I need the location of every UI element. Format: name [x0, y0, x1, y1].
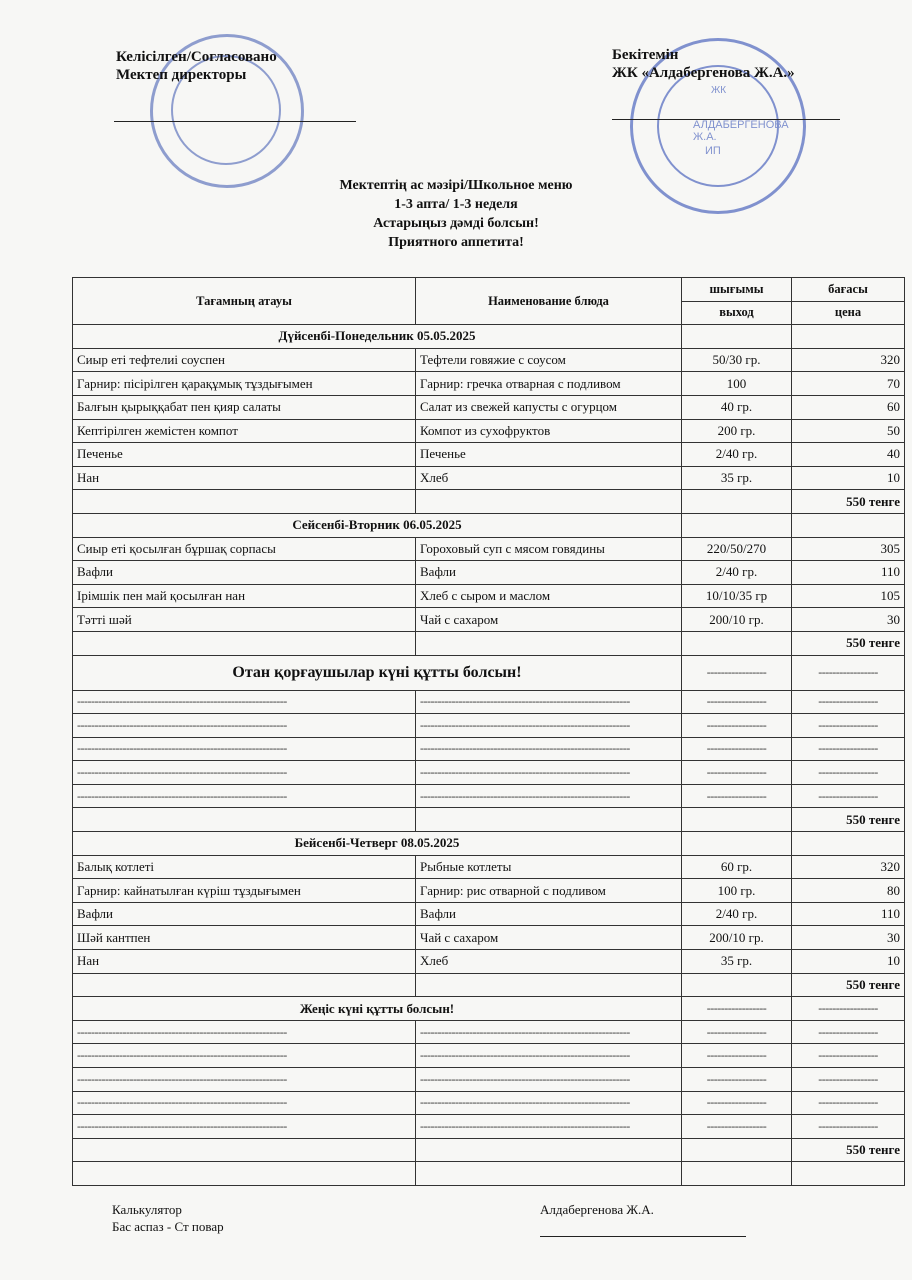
dish-kz: Вафли: [73, 902, 416, 926]
dash-filler: -----------------: [792, 1068, 905, 1092]
dish-ru: Чай с сахаром: [416, 608, 682, 632]
dash-filler: ------------------------------------------------------------: [73, 1068, 416, 1092]
table-row: [73, 466, 905, 490]
dish-price: 60: [792, 395, 905, 419]
confirm-signature-line: [612, 119, 840, 120]
dash-filler: -----------------: [792, 655, 905, 690]
table-row: [73, 950, 905, 974]
table-row: [73, 761, 905, 785]
dash-filler: ------------------------------------------------------------: [73, 1091, 416, 1115]
dish-price: 40: [792, 443, 905, 467]
dish-price: 30: [792, 926, 905, 950]
dash-filler: ------------------------------------------------------------: [416, 1068, 682, 1092]
holiday-row: [73, 655, 905, 690]
footer-left: [112, 1201, 224, 1235]
dish-kz: Шәй кантпен: [73, 926, 416, 950]
header-price-kz: бағасы: [792, 278, 905, 302]
dish-kz: Тәтті шәй: [73, 608, 416, 632]
dish-out: 200/10 гр.: [682, 608, 792, 632]
dish-price: 80: [792, 879, 905, 903]
dish-ru: Компот из сухофруктов: [416, 419, 682, 443]
dish-ru: Гороховый суп с мясом говядины: [416, 537, 682, 561]
dish-kz: Сиыр еті тефтелиі соуспен: [73, 348, 416, 372]
dish-out: 35 гр.: [682, 950, 792, 974]
table-header-row: [73, 278, 905, 302]
dish-ru: Рыбные котлеты: [416, 855, 682, 879]
dish-price: 70: [792, 372, 905, 396]
dash-filler: -----------------: [682, 1044, 792, 1068]
dash-filler: ------------------------------------------------------------: [73, 690, 416, 714]
menu-table: [72, 277, 905, 1186]
dish-out: 2/40 гр.: [682, 561, 792, 585]
menu-title: [0, 176, 912, 252]
dash-filler: -----------------: [682, 1091, 792, 1115]
dash-filler: -----------------: [792, 997, 905, 1021]
table-row: [73, 443, 905, 467]
dash-filler: -----------------: [682, 714, 792, 738]
dash-filler: -----------------: [792, 761, 905, 785]
table-row: [73, 419, 905, 443]
day-row: [73, 832, 905, 856]
table-row: [73, 714, 905, 738]
dash-filler: ------------------------------------------------------------: [416, 761, 682, 785]
table-row: [73, 537, 905, 561]
dash-filler: -----------------: [682, 761, 792, 785]
table-row: [73, 584, 905, 608]
dish-price: 110: [792, 902, 905, 926]
total-row: [73, 490, 905, 514]
footer-calculator: Калькулятор: [112, 1202, 182, 1217]
table-row: [73, 348, 905, 372]
dash-filler: ------------------------------------------------------------: [416, 1044, 682, 1068]
day-total: 550 тенге: [792, 490, 905, 514]
table-row: [73, 608, 905, 632]
dish-out: 2/40 гр.: [682, 902, 792, 926]
dash-filler: -----------------: [682, 1115, 792, 1139]
dish-kz: Вафли: [73, 561, 416, 585]
dash-filler: -----------------: [792, 1115, 905, 1139]
table-row: [73, 1068, 905, 1092]
table-row: [73, 879, 905, 903]
stamp-text-name: АЛДАБЕРГЕНОВА Ж.А.: [693, 119, 789, 143]
table-row: [73, 926, 905, 950]
table-row: [73, 737, 905, 761]
dish-price: 110: [792, 561, 905, 585]
dash-filler: -----------------: [792, 1020, 905, 1044]
day-total: 550 тенге: [792, 808, 905, 832]
header-out-kz: шығымы: [682, 278, 792, 302]
total-row: [73, 808, 905, 832]
dish-kz: Кептірілген жемістен компот: [73, 419, 416, 443]
total-row: [73, 1138, 905, 1162]
title-line-3: Астарыңыз дәмді болсын!: [373, 216, 539, 231]
dash-filler: -----------------: [792, 784, 905, 808]
dish-out: 100: [682, 372, 792, 396]
holiday-greeting: Жеңіс күні құтты болсын!: [73, 997, 682, 1021]
dash-filler: ------------------------------------------------------------: [416, 1115, 682, 1139]
dash-filler: ------------------------------------------------------------: [73, 1115, 416, 1139]
dash-filler: -----------------: [682, 655, 792, 690]
dish-ru: Хлеб: [416, 950, 682, 974]
dash-filler: ------------------------------------------------------------: [416, 714, 682, 738]
approval-block: [116, 48, 277, 84]
dish-ru: Салат из свежей капусты с огурцом: [416, 395, 682, 419]
dash-filler: ------------------------------------------------------------: [416, 784, 682, 808]
dish-out: 35 гр.: [682, 466, 792, 490]
dish-price: 10: [792, 950, 905, 974]
dish-kz: Гарнир: кайнатылған күріш тұздығымен: [73, 879, 416, 903]
dish-kz: Балғын қырыққабат пен қияр салаты: [73, 395, 416, 419]
dish-ru: Чай с сахаром: [416, 926, 682, 950]
day-row: [73, 513, 905, 537]
dash-filler: -----------------: [682, 690, 792, 714]
dish-price: 10: [792, 466, 905, 490]
confirm-block: [612, 46, 795, 82]
dash-filler: ------------------------------------------------------------: [73, 714, 416, 738]
dash-filler: ------------------------------------------------------------: [73, 1044, 416, 1068]
dish-kz: Нан: [73, 466, 416, 490]
dish-ru: Гарнир: рис отварной с подливом: [416, 879, 682, 903]
dish-price: 320: [792, 348, 905, 372]
dish-price: 50: [792, 419, 905, 443]
dash-filler: ------------------------------------------------------------: [73, 1020, 416, 1044]
day-name: Бейсенбі-Четверг 08.05.2025: [73, 832, 682, 856]
dash-filler: ------------------------------------------------------------: [73, 761, 416, 785]
dash-filler: -----------------: [792, 714, 905, 738]
table-row: [73, 561, 905, 585]
table-row: [73, 855, 905, 879]
dish-out: 60 гр.: [682, 855, 792, 879]
approval-line-1: Келісілген/Согласовано: [116, 49, 277, 65]
dish-ru: Вафли: [416, 902, 682, 926]
dish-kz: Балық котлеті: [73, 855, 416, 879]
title-line-2: 1-3 апта/ 1-3 неделя: [394, 197, 518, 212]
header-price-ru: цена: [792, 301, 905, 325]
dish-out: 200 гр.: [682, 419, 792, 443]
dash-filler: ------------------------------------------------------------: [73, 784, 416, 808]
dash-filler: ------------------------------------------------------------: [416, 1091, 682, 1115]
stamp-text-ip: ИП: [705, 145, 721, 157]
approval-signature-line: [114, 121, 356, 122]
approval-line-2: Мектеп директоры: [116, 67, 247, 83]
confirm-line-2: ЖК «Алдабергенова Ж.А.»: [612, 65, 795, 81]
day-total: 550 тенге: [792, 973, 905, 997]
dish-kz: Гарнир: пісірілген қарақұмық тұздығымен: [73, 372, 416, 396]
table-row: [73, 1091, 905, 1115]
dash-filler: ------------------------------------------------------------: [416, 1020, 682, 1044]
title-line-1: Мектептің ас мәзірі/Школьное меню: [339, 178, 573, 193]
empty-row: [73, 1162, 905, 1186]
dash-filler: -----------------: [682, 737, 792, 761]
title-line-4: Приятного аппетита!: [388, 235, 524, 250]
dish-out: 10/10/35 гр: [682, 584, 792, 608]
header-ru: Наименование блюда: [416, 278, 682, 325]
table-row: [73, 1020, 905, 1044]
dash-filler: ------------------------------------------------------------: [416, 690, 682, 714]
dish-price: 30: [792, 608, 905, 632]
dish-price: 305: [792, 537, 905, 561]
dash-filler: ------------------------------------------------------------: [73, 737, 416, 761]
total-row: [73, 973, 905, 997]
footer-signature-line: [540, 1236, 746, 1237]
dish-out: 100 гр.: [682, 879, 792, 903]
day-name: Дүйсенбі-Понедельник 05.05.2025: [73, 325, 682, 349]
day-row: [73, 325, 905, 349]
dish-out: 200/10 гр.: [682, 926, 792, 950]
dish-out: 220/50/270: [682, 537, 792, 561]
dish-ru: Хлеб с сыром и маслом: [416, 584, 682, 608]
dash-filler: -----------------: [792, 690, 905, 714]
dash-filler: ------------------------------------------------------------: [416, 737, 682, 761]
dish-kz: Сиыр еті қосылған бұршақ сорпасы: [73, 537, 416, 561]
table-row: [73, 395, 905, 419]
dash-filler: -----------------: [682, 784, 792, 808]
dash-filler: -----------------: [792, 1091, 905, 1115]
dash-filler: -----------------: [792, 737, 905, 761]
table-row: [73, 372, 905, 396]
day-total: 550 тенге: [792, 1138, 905, 1162]
day-total: 550 тенге: [792, 631, 905, 655]
total-row: [73, 631, 905, 655]
dish-out: 40 гр.: [682, 395, 792, 419]
confirm-line-1: Бекітемін: [612, 47, 679, 63]
dish-kz: Ірімшік пен май қосылған нан: [73, 584, 416, 608]
dish-price: 320: [792, 855, 905, 879]
dish-ru: Тефтели говяжие с соусом: [416, 348, 682, 372]
table-row: [73, 690, 905, 714]
dish-ru: Хлеб: [416, 466, 682, 490]
header-kz: Тағамның атауы: [73, 278, 416, 325]
footer-chef: Бас аспаз - Ст повар: [112, 1219, 224, 1234]
table-row: [73, 1044, 905, 1068]
table-row: [73, 784, 905, 808]
table-row: [73, 902, 905, 926]
dish-out: 50/30 гр.: [682, 348, 792, 372]
dish-kz: Нан: [73, 950, 416, 974]
holiday-row: [73, 997, 905, 1021]
dash-filler: -----------------: [682, 1068, 792, 1092]
dish-ru: Печенье: [416, 443, 682, 467]
day-name: Сейсенбі-Вторник 06.05.2025: [73, 513, 682, 537]
header-out-ru: выход: [682, 301, 792, 325]
stamp-text-jk: ЖК: [711, 85, 727, 96]
dish-ru: Гарнир: гречка отварная с подливом: [416, 372, 682, 396]
dish-ru: Вафли: [416, 561, 682, 585]
holiday-greeting: Отан қорғаушылар күні құтты болсын!: [73, 655, 682, 690]
dish-price: 105: [792, 584, 905, 608]
footer-right-name: Алдабергенова Ж.А.: [540, 1202, 654, 1217]
dash-filler: -----------------: [682, 997, 792, 1021]
dish-out: 2/40 гр.: [682, 443, 792, 467]
table-row: [73, 1115, 905, 1139]
dash-filler: -----------------: [682, 1020, 792, 1044]
dish-kz: Печенье: [73, 443, 416, 467]
dash-filler: -----------------: [792, 1044, 905, 1068]
